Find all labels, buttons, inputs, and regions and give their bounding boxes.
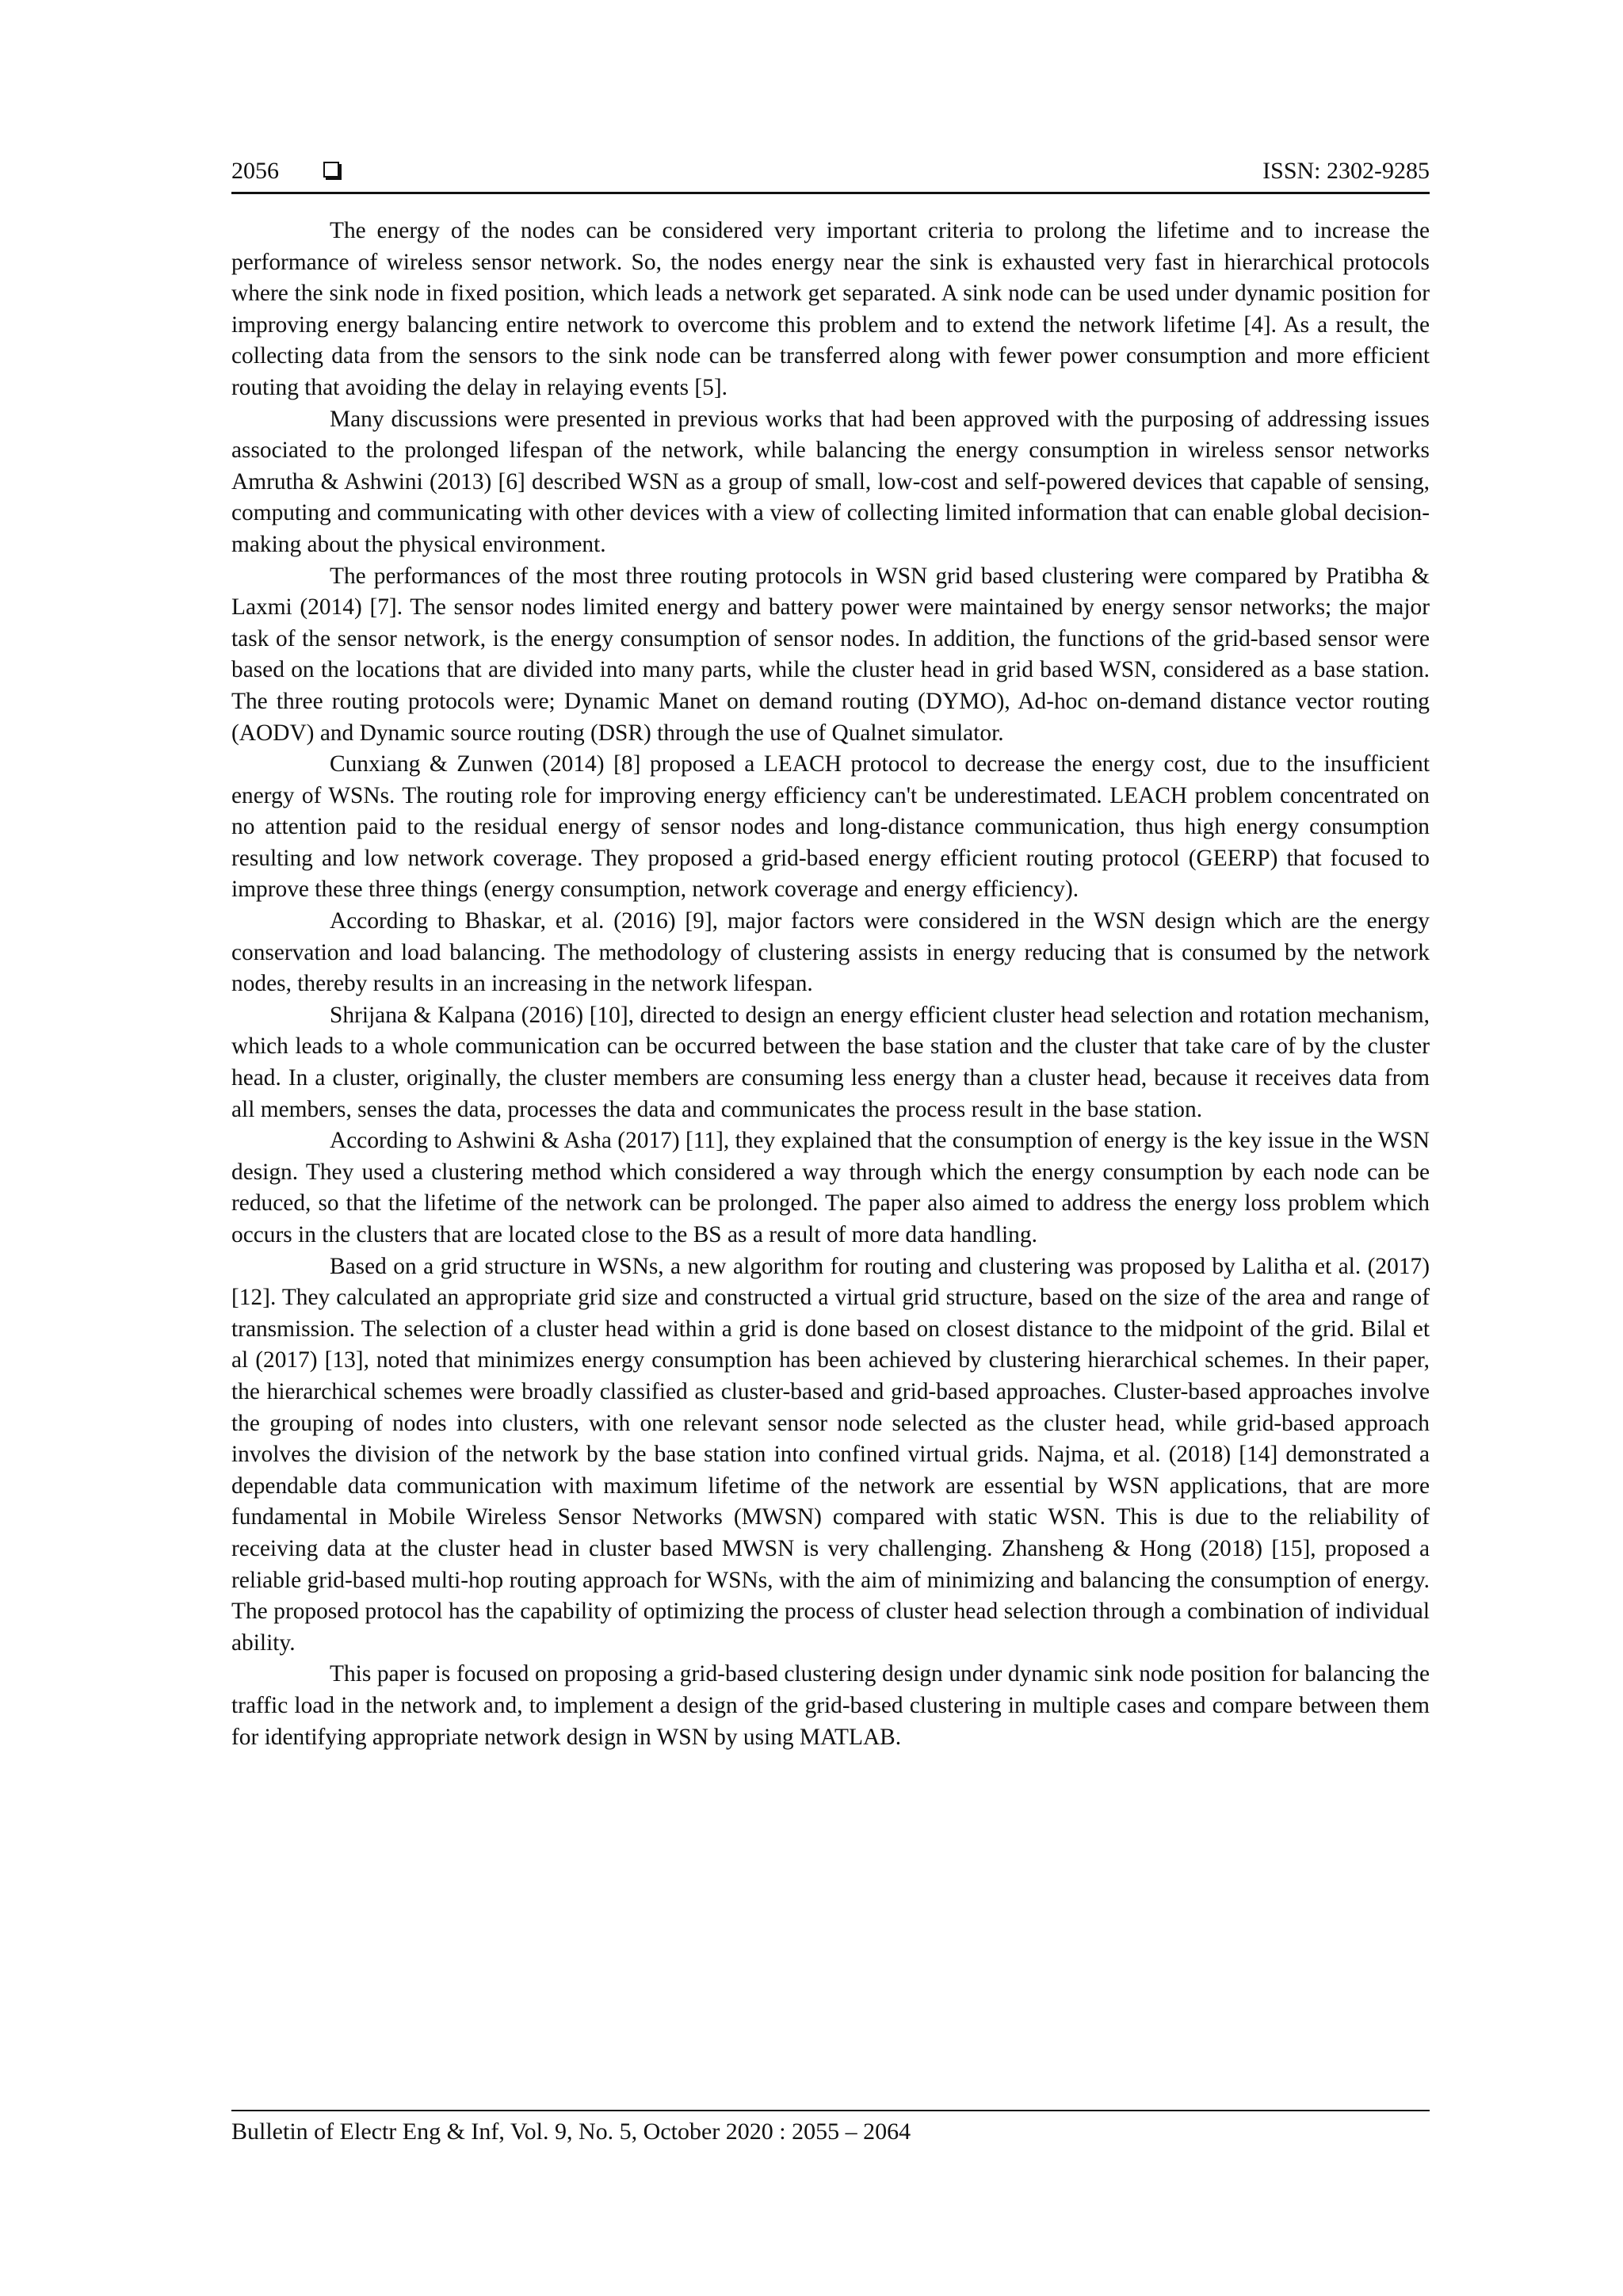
journal-issn: ISSN: 2302-9285 (1262, 158, 1430, 184)
square-bullet-icon (323, 162, 339, 178)
footer-citation: Bulletin of Electr Eng & Inf, Vol. 9, No. 5, October 2020 : 2055 – 2064 (231, 2118, 911, 2145)
footer-divider (231, 2110, 1430, 2111)
paragraph: Cunxiang & Zunwen (2014) [8] proposed a LEACH protocol to decrease the energy cost, due to the insufficient energy of WSNs. The routing role for improving energy efficiency can't be underestimated. LEACH problem concentrated on no attention paid to the residual energy of sensor nodes and long-distance communication, thus high energy consumption resulting and low network coverage. They proposed a grid-based energy efficient routing protocol (GEERP) that focused to improve these three things (energy consumption, network coverage and energy efficiency). (231, 751, 1430, 903)
paragraph: Shrijana & Kalpana (2016) [10], directed to design an energy efficient cluster head selection and rotation mechanism, which leads to a whole communication can be occurred between the base station and the cluster that take care of by the cluster head. In a cluster, originally, the cluster members are consuming less energy than a cluster head, because it receives data from all members, senses the data, processes the data and communicates the process result in the base station. (231, 1002, 1430, 1122)
paragraph: The performances of the most three routing protocols in WSN grid based clustering were compared by Pratibha & Laxmi (2014) [7]. The sensor nodes limited energy and battery power were maintained by energy sensor networks; the major task of the sensor network, is the energy consumption of sensor nodes. In addition, the functions of the grid-based sensor were based on the locations that are divided into many parts, while the cluster head in grid based WSN, considered as a base station. The three routing protocols were; Dynamic Manet on demand routing (DYMO), Ad-hoc on-demand distance vector routing (AODV) and Dynamic source routing (DSR) through the use of Qualnet simulator. (231, 563, 1430, 746)
page-number: 2056 (231, 158, 279, 184)
page-header (231, 155, 1430, 193)
paragraph: This paper is focused on proposing a grid-based clustering design under dynamic sink node position for balancing the traffic load in the network and, to implement a design of the grid-based clustering in multiple cases and compare between them for identifying appropriate network design in WSN by using MATLAB. (231, 1661, 1430, 1750)
header-divider (231, 192, 1430, 194)
paragraph: The energy of the nodes can be considered very important criteria to prolong the lifetime and to increase the performance of wireless sensor network. So, the nodes energy near the sink is exhausted very fast in hierarchical protocols where the sink node in fixed position, which leads a network get separated. A sink node can be used under dynamic position for improving energy balancing entire network to overcome this problem and to extend the network lifetime [4]. As a result, the collecting data from the sensors to the sink node can be transferred along with fewer power consumption and more efficient routing that avoiding the delay in relaying events [5]. (231, 218, 1430, 400)
body-text (231, 216, 1430, 1753)
paragraph: According to Ashwini & Asha (2017) [11], they explained that the consumption of energy is the key issue in the WSN design. They used a clustering method which considered a way through which the energy consumption by each node can be reduced, so that the lifetime of the network can be prolonged. The paper also aimed to address the energy loss problem which occurs in the clusters that are located close to the BS as a result of more data handling. (231, 1128, 1430, 1247)
paragraph: According to Bhaskar, et al. (2016) [9], major factors were considered in the WSN design which are the energy conservation and load balancing. The methodology of clustering assists in energy reducing that is consumed by the network nodes, thereby results in an increasing in the network lifespan. (231, 908, 1430, 997)
paragraph: Based on a grid structure in WSNs, a new algorithm for routing and clustering was proposed by Lalitha et al. (2017) [12]. They calculated an appropriate grid size and constructed a virtual grid structure, based on the size of the area and range of transmission. The selection of a cluster head within a grid is done based on closest distance to the midpoint of the grid. Bilal et al (2017) [13], noted that minimizes energy consumption has been achieved by clustering hierarchical schemes. In their paper, the hierarchical schemes were broadly classified as cluster-based and grid-based approaches. Cluster-based approaches involve the grouping of nodes into clusters, with one relevant sensor node selected as the cluster head, while grid-based approach involves the division of the network by the base station into confined virtual grids. Najma, et al. (2018) [14] demonstrated a dependable data communication with maximum lifetime of the network are essential by WSN applications, that are more fundamental in Mobile Wireless Sensor Networks (MWSN) compared with static WSN. This is due to the reliability of receiving data at the cluster head in cluster based MWSN is very challenging. Zhansheng & Hong (2018) [15], proposed a reliable grid-based multi-hop routing approach for WSNs, with the aim of minimizing and balancing the consumption of energy. The proposed protocol has the capability of optimizing the process of cluster head selection through a combination of individual ability. (231, 1253, 1430, 1656)
paragraph: Many discussions were presented in previous works that had been approved with the purposing of addressing issues associated to the prolonged lifespan of the network, while balancing the energy consumption in wireless sensor networks Amrutha & Ashwini (2013) [6] described WSN as a group of small, low-cost and self-powered devices that capable of sensing, computing and communicating with other devices with a view of collecting limited information that can enable global decision-making about the physical environment. (231, 406, 1430, 557)
